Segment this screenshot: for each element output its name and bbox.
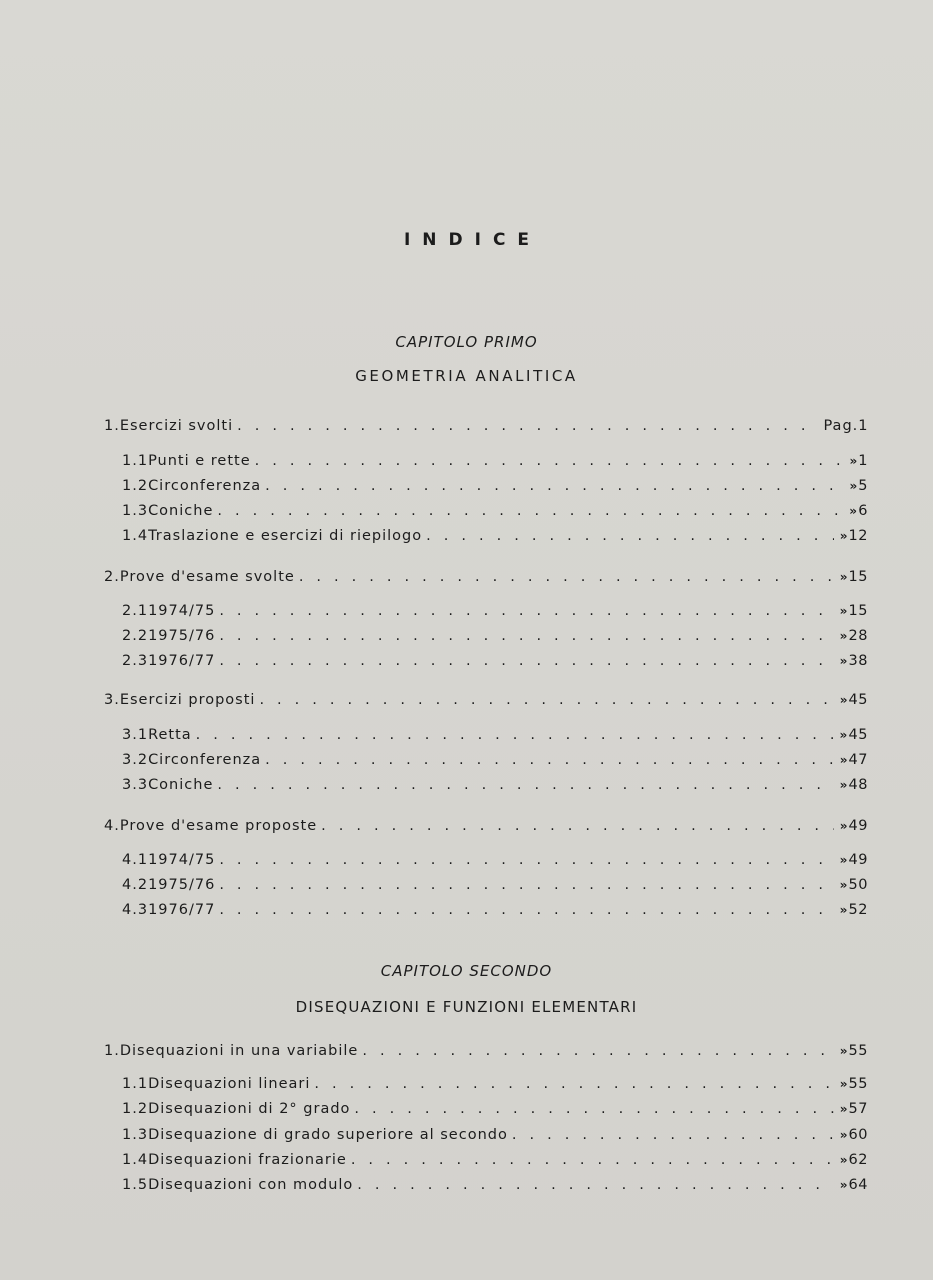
toc-entry[interactable] [122,603,868,623]
ditto-mark: » [839,1153,849,1167]
toc-entry[interactable] [122,852,868,872]
dot-leader [426,528,834,544]
toc-entry[interactable] [122,628,868,648]
page-number: 48 [848,777,868,793]
ditto-mark: » [839,778,849,792]
entry-title: 1976/77 [148,902,216,918]
page-number: 49 [848,852,868,868]
chapter-name: GEOMETRIA ANALITICA [355,367,578,385]
page-number: 47 [848,752,868,768]
dot-leader [351,1152,834,1168]
toc-entry[interactable] [104,418,868,438]
entry-title: Disequazioni con modulo [148,1177,354,1193]
ditto-mark: » [839,629,849,643]
entry-number: 1.2 [122,478,149,494]
entry-title: Prove d'esame svolte [119,569,295,585]
entry-number: 1.3 [122,503,149,519]
ditto-mark: » [839,1128,849,1142]
ditto-mark: » [839,604,849,618]
toc-entry[interactable] [122,1152,868,1172]
dot-leader [362,1043,833,1059]
dot-leader [512,1127,834,1143]
entry-number: 3.2 [122,752,149,768]
entry-number: 1.4 [122,528,149,544]
dot-leader [259,692,833,708]
dot-leader [219,628,833,644]
dot-leader [219,902,833,918]
entry-title: Circonferenza [148,478,262,494]
entry-title: Punti e rette [148,453,251,469]
toc-entry[interactable] [122,727,868,747]
page-number: 49 [848,818,868,834]
chapter-label: CAPITOLO SECONDO [380,962,553,980]
dot-leader [299,569,834,585]
page-number: 52 [848,902,868,918]
toc-entry[interactable] [122,1076,868,1096]
ditto-mark: » [839,570,849,584]
entry-number: 2.1 [122,603,149,619]
toc-entry[interactable] [122,528,868,548]
page-number: 45 [848,692,868,708]
toc-entry[interactable] [104,569,868,589]
entry-title: 1975/76 [148,628,216,644]
ditto-mark: » [839,728,849,742]
entry-title: Disequazioni lineari [148,1076,311,1092]
entry-number: 4.1 [122,852,149,868]
toc-entry[interactable] [122,902,868,922]
page-number: 62 [848,1152,868,1168]
ditto-mark: » [849,479,859,493]
toc-entry[interactable] [104,692,868,712]
entry-title: Esercizi proposti [119,692,256,708]
dot-leader [265,752,834,768]
dot-leader [219,653,833,669]
toc-entry[interactable] [122,1101,868,1121]
entry-number: 1.3 [122,1127,149,1143]
dot-leader [219,603,833,619]
entry-title: 1974/75 [148,603,216,619]
page-number: 45 [848,727,868,743]
dot-leader [321,818,834,834]
toc-entry[interactable] [122,777,868,797]
page-ref: Pag. [823,418,859,434]
page-number: 55 [848,1076,868,1092]
ditto-mark: » [839,1044,849,1058]
dot-leader [265,478,843,494]
toc-entry[interactable] [122,1177,868,1197]
dot-leader [219,877,833,893]
entry-title: Esercizi svolti [119,418,234,434]
entry-number: 1.1 [122,1076,149,1092]
toc-entry[interactable] [122,752,868,772]
page-number: 5 [858,478,868,494]
toc-entry[interactable] [122,653,868,673]
page-number: 1 [858,453,868,469]
chapter-label: CAPITOLO PRIMO [395,333,538,351]
entry-title: Disequazioni in una variabile [119,1043,359,1059]
page-number: 64 [848,1177,868,1193]
page-number: 15 [848,603,868,619]
dot-leader [237,418,817,434]
dot-leader [217,503,843,519]
entry-number: 3.1 [122,727,149,743]
entry-number: 3.3 [122,777,149,793]
entry-title: 1974/75 [148,852,216,868]
entry-title: Disequazione di grado superiore al secondo [148,1127,508,1143]
ditto-mark: » [839,853,849,867]
entry-number: 2.2 [122,628,149,644]
entry-title: Disequazioni frazionarie [148,1152,347,1168]
entry-number: 1.5 [122,1177,149,1193]
entry-title: 1975/76 [148,877,216,893]
entry-title: 1976/77 [148,653,216,669]
ditto-mark: » [839,693,849,707]
entry-number: 4. [104,818,120,834]
page-number: 1 [858,418,868,434]
entry-title: Coniche [148,777,214,793]
page-number: 55 [848,1043,868,1059]
entry-number: 3. [104,692,120,708]
page-number: 12 [848,528,868,544]
page-number: 38 [848,653,868,669]
entry-number: 2. [104,569,120,585]
entry-number: 4.3 [122,902,149,918]
entry-title: Prove d'esame proposte [119,818,318,834]
page-number: 60 [848,1127,868,1143]
toc-entry[interactable] [122,877,868,897]
entry-title: Retta [148,727,192,743]
dot-leader [196,727,833,743]
ditto-mark: » [839,878,849,892]
ditto-mark: » [839,1102,849,1116]
ditto-mark: » [839,819,849,833]
page-number: 15 [848,569,868,585]
toc-entry[interactable] [122,453,868,473]
entry-number: 1. [104,1043,120,1059]
ditto-mark: » [839,903,849,917]
dot-leader [357,1177,833,1193]
ditto-mark: » [839,654,849,668]
entry-number: 1.1 [122,453,149,469]
chapter-name: DISEQUAZIONI E FUNZIONI ELEMENTARI [295,998,638,1016]
entry-number: 4.2 [122,877,149,893]
page-title: INDICE [403,230,542,250]
dot-leader [314,1076,833,1092]
entry-title: Circonferenza [148,752,262,768]
dot-leader [354,1101,833,1117]
ditto-mark: » [849,454,859,468]
dot-leader [255,453,844,469]
entry-title: Coniche [148,503,214,519]
entry-number: 2.3 [122,653,149,669]
toc-entry[interactable] [122,1127,868,1147]
toc-entry[interactable] [122,503,868,523]
entry-title: Disequazioni di 2° grado [148,1101,351,1117]
ditto-mark: » [839,753,849,767]
ditto-mark: » [839,1077,849,1091]
ditto-mark: » [839,1178,849,1192]
page-number: 57 [848,1101,868,1117]
ditto-mark: » [849,504,859,518]
toc-entry[interactable] [122,478,868,498]
toc-entry[interactable] [104,818,868,838]
entry-title: Traslazione e esercizi di riepilogo [148,528,423,544]
page-number: 28 [848,628,868,644]
toc-entry[interactable] [104,1043,868,1063]
dot-leader [219,852,833,868]
page-number: 50 [848,877,868,893]
entry-number: 1.2 [122,1101,149,1117]
dot-leader [217,777,833,793]
ditto-mark: » [839,529,849,543]
entry-number: 1.4 [122,1152,149,1168]
page-number: 6 [858,503,868,519]
entry-number: 1. [104,418,120,434]
